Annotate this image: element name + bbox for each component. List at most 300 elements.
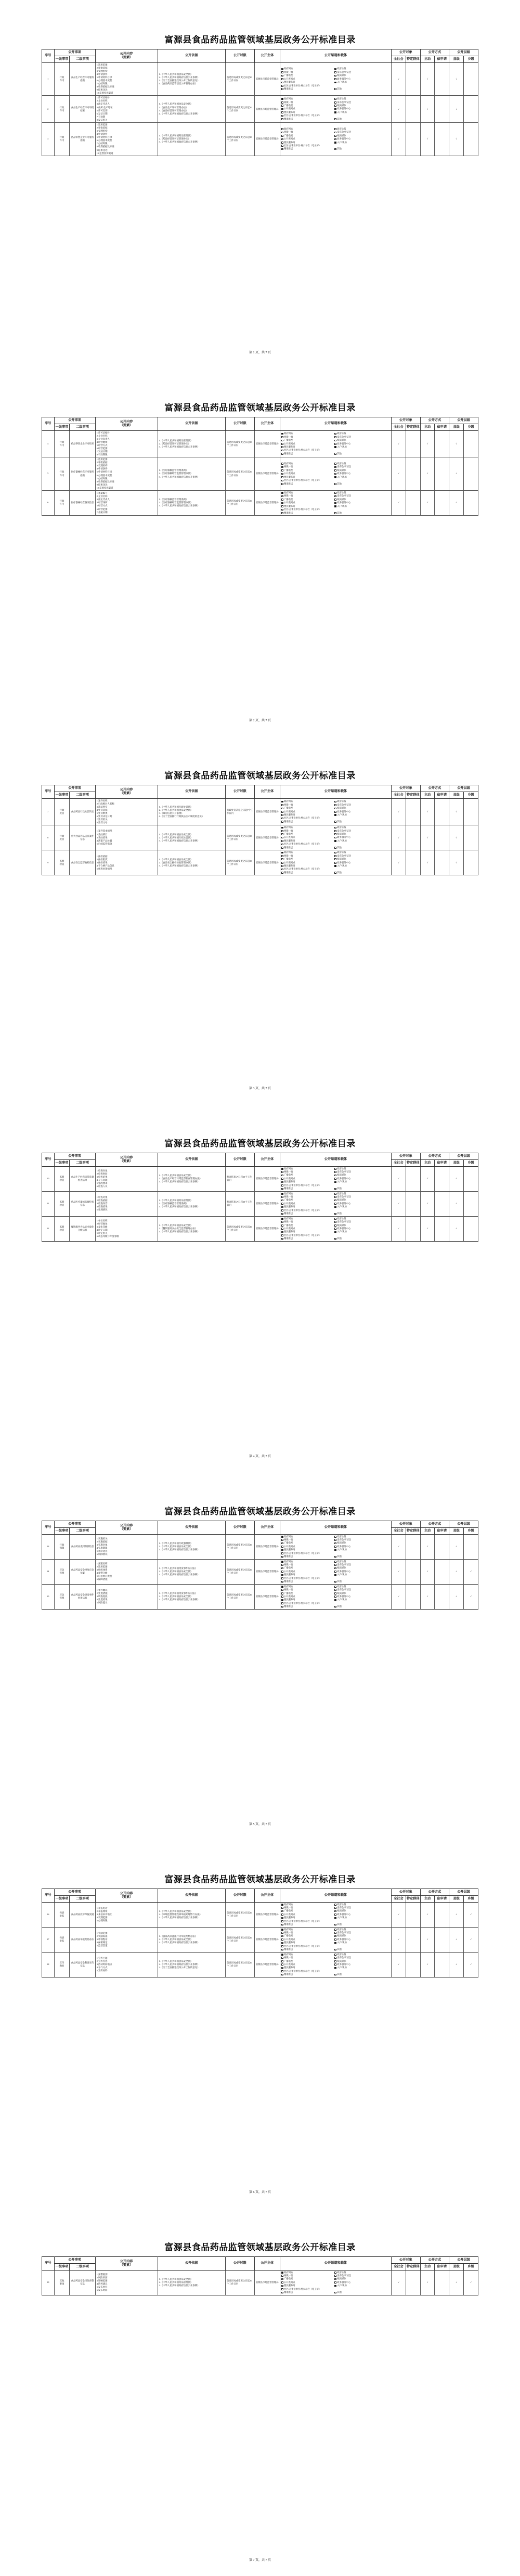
checkbox-icon[interactable]: [334, 128, 336, 130]
cell-audience-all[interactable]: √: [391, 850, 406, 875]
cell-level-county[interactable]: √: [449, 1902, 464, 1927]
checkbox-icon[interactable]: [334, 1193, 336, 1195]
channel-option[interactable]: [281, 87, 333, 91]
checkbox-icon[interactable]: [281, 450, 283, 452]
checkbox-icon[interactable]: [281, 814, 283, 816]
checkbox-icon[interactable]: [334, 1213, 336, 1215]
cell-method-active[interactable]: √: [420, 825, 435, 850]
cell-method-request[interactable]: [435, 2270, 449, 2295]
cell-level-town[interactable]: [464, 1191, 478, 1216]
channel-option[interactable]: [334, 482, 386, 486]
checkbox-icon[interactable]: [281, 1942, 283, 1944]
checkbox-icon[interactable]: [334, 862, 336, 864]
cell-level-town[interactable]: √: [464, 1952, 478, 1977]
checkbox-icon[interactable]: [334, 105, 336, 107]
cell-audience-specific[interactable]: [406, 2270, 420, 2295]
checkbox-icon[interactable]: [334, 804, 336, 806]
checkbox-icon[interactable]: [334, 814, 336, 816]
cell-level-town[interactable]: [464, 457, 478, 491]
cell-method-active[interactable]: √: [420, 457, 435, 491]
channel-option[interactable]: [281, 1555, 333, 1558]
checkbox-icon[interactable]: [281, 852, 283, 854]
channel-option[interactable]: [334, 512, 386, 515]
checkbox-icon[interactable]: [334, 446, 336, 448]
checkbox-icon[interactable]: [281, 505, 283, 507]
channel-option[interactable]: [334, 1187, 386, 1190]
cell-level-county[interactable]: √: [449, 62, 464, 96]
checkbox-icon[interactable]: [334, 1939, 336, 1941]
checkbox-icon[interactable]: [281, 1539, 283, 1541]
channel-option[interactable]: [281, 1948, 333, 1951]
checkbox-icon[interactable]: [334, 512, 336, 514]
checkbox-icon[interactable]: [281, 1945, 283, 1947]
cell-audience-all[interactable]: √: [391, 825, 406, 850]
checkbox-icon[interactable]: [334, 1218, 336, 1220]
channel-option[interactable]: [281, 846, 333, 849]
checkbox-icon[interactable]: [334, 78, 336, 80]
checkbox-icon[interactable]: [334, 492, 336, 494]
cell-audience-all[interactable]: √: [391, 1534, 406, 1559]
cell-level-county[interactable]: √: [449, 1166, 464, 1191]
channel-option[interactable]: [334, 1973, 386, 1976]
checkbox-icon[interactable]: [281, 804, 283, 806]
checkbox-icon[interactable]: [281, 512, 283, 514]
channel-option[interactable]: [281, 512, 333, 515]
cell-level-town[interactable]: [464, 1216, 478, 1241]
channel-option[interactable]: [334, 2291, 386, 2294]
cell-method-active[interactable]: √: [420, 1216, 435, 1241]
cell-level-county[interactable]: √: [449, 1952, 464, 1977]
checkbox-icon[interactable]: [281, 1954, 283, 1956]
checkbox-icon[interactable]: [334, 1564, 336, 1566]
cell-audience-all[interactable]: √: [391, 96, 406, 123]
checkbox-icon[interactable]: [281, 145, 283, 147]
checkbox-icon[interactable]: [281, 1168, 283, 1170]
cell-method-active[interactable]: √: [420, 1166, 435, 1191]
channel-option[interactable]: [334, 118, 386, 121]
checkbox-icon[interactable]: [281, 1209, 283, 1212]
cell-method-request[interactable]: [435, 1216, 449, 1241]
checkbox-icon[interactable]: [334, 499, 336, 501]
checkbox-icon[interactable]: [281, 138, 283, 141]
cell-method-active[interactable]: √: [420, 1927, 435, 1952]
checkbox-icon[interactable]: [334, 1539, 336, 1541]
checkbox-icon[interactable]: [334, 502, 336, 504]
checkbox-icon[interactable]: [334, 808, 336, 810]
checkbox-icon[interactable]: [281, 1920, 283, 1922]
cell-level-town[interactable]: [464, 1166, 478, 1191]
checkbox-icon[interactable]: [281, 840, 283, 842]
cell-level-county[interactable]: √: [449, 1216, 464, 1241]
cell-level-town[interactable]: [464, 850, 478, 875]
cell-level-county[interactable]: √: [449, 1927, 464, 1952]
checkbox-icon[interactable]: [281, 1935, 283, 1937]
channel-option[interactable]: [281, 1973, 333, 1976]
cell-audience-all[interactable]: √: [391, 1216, 406, 1241]
checkbox-icon[interactable]: [334, 1196, 336, 1198]
checkbox-icon[interactable]: [334, 1561, 336, 1563]
checkbox-icon[interactable]: [281, 1171, 283, 1173]
checkbox-icon[interactable]: [281, 818, 283, 820]
checkbox-icon[interactable]: [334, 830, 336, 832]
checkbox-icon[interactable]: [334, 505, 336, 507]
checkbox-icon[interactable]: [281, 2278, 283, 2280]
cell-audience-specific[interactable]: [406, 1216, 420, 1241]
checkbox-icon[interactable]: [281, 135, 283, 137]
cell-method-request[interactable]: [435, 457, 449, 491]
checkbox-icon[interactable]: [334, 469, 336, 471]
channel-option[interactable]: [281, 1187, 333, 1190]
checkbox-icon[interactable]: [334, 75, 336, 77]
checkbox-icon[interactable]: [281, 1200, 283, 1202]
checkbox-icon[interactable]: [281, 1549, 283, 1551]
checkbox-icon[interactable]: [281, 1221, 283, 1223]
cell-audience-specific[interactable]: [406, 62, 420, 96]
cell-method-request[interactable]: [435, 1952, 449, 1977]
checkbox-icon[interactable]: [281, 2272, 283, 2274]
checkbox-icon[interactable]: [281, 1203, 283, 1205]
checkbox-icon[interactable]: [334, 833, 336, 835]
cell-audience-all[interactable]: √: [391, 1952, 406, 1977]
checkbox-icon[interactable]: [334, 1599, 336, 1601]
checkbox-icon[interactable]: [334, 453, 336, 455]
checkbox-icon[interactable]: [281, 837, 283, 839]
checkbox-icon[interactable]: [334, 135, 336, 137]
checkbox-icon[interactable]: [281, 833, 283, 835]
checkbox-icon[interactable]: [281, 78, 283, 80]
cell-method-request[interactable]: [435, 490, 449, 515]
checkbox-icon[interactable]: [281, 1939, 283, 1941]
checkbox-icon[interactable]: [281, 473, 283, 475]
checkbox-icon[interactable]: [281, 1904, 283, 1906]
checkbox-icon[interactable]: [281, 869, 283, 871]
checkbox-icon[interactable]: [281, 1556, 283, 1558]
checkbox-icon[interactable]: [281, 1542, 283, 1545]
checkbox-icon[interactable]: [281, 1228, 283, 1230]
checkbox-icon[interactable]: [281, 85, 283, 87]
channel-option[interactable]: [281, 871, 333, 874]
checkbox-icon[interactable]: [281, 502, 283, 504]
checkbox-icon[interactable]: [281, 2285, 283, 2287]
cell-audience-all[interactable]: √: [391, 1584, 406, 1609]
checkbox-icon[interactable]: [281, 98, 283, 100]
checkbox-icon[interactable]: [334, 1581, 336, 1583]
checkbox-icon[interactable]: [334, 1221, 336, 1223]
channel-option[interactable]: [281, 482, 333, 486]
cell-method-active[interactable]: √: [420, 798, 435, 825]
cell-level-county[interactable]: √: [449, 1584, 464, 1609]
cell-level-town[interactable]: √: [464, 2270, 478, 2295]
checkbox-icon[interactable]: [334, 1206, 336, 1208]
checkbox-icon[interactable]: [281, 108, 283, 110]
channel-option[interactable]: [281, 118, 333, 121]
checkbox-icon[interactable]: [334, 827, 336, 829]
checkbox-icon[interactable]: [281, 1907, 283, 1909]
cell-level-town[interactable]: [464, 62, 478, 96]
cell-method-active[interactable]: √: [420, 96, 435, 123]
checkbox-icon[interactable]: [334, 440, 336, 442]
cell-method-active[interactable]: √: [420, 122, 435, 156]
checkbox-icon[interactable]: [334, 1228, 336, 1230]
checkbox-icon[interactable]: [281, 1949, 283, 1951]
checkbox-icon[interactable]: [281, 480, 283, 482]
checkbox-icon[interactable]: [334, 1929, 336, 1931]
cell-audience-specific[interactable]: [406, 457, 420, 491]
checkbox-icon[interactable]: [281, 1567, 283, 1570]
cell-level-county[interactable]: √: [449, 490, 464, 515]
checkbox-icon[interactable]: [281, 830, 283, 832]
checkbox-icon[interactable]: [281, 1234, 283, 1236]
channel-option[interactable]: [281, 452, 333, 455]
cell-method-request[interactable]: [435, 1191, 449, 1216]
checkbox-icon[interactable]: [281, 1963, 283, 1966]
checkbox-icon[interactable]: [334, 88, 336, 90]
checkbox-icon[interactable]: [281, 1193, 283, 1195]
checkbox-icon[interactable]: [334, 1932, 336, 1934]
checkbox-icon[interactable]: [334, 840, 336, 842]
cell-method-request[interactable]: [435, 850, 449, 875]
cell-level-town[interactable]: [464, 798, 478, 825]
checkbox-icon[interactable]: [281, 75, 283, 77]
checkbox-icon[interactable]: [281, 801, 283, 803]
checkbox-icon[interactable]: [281, 453, 283, 455]
cell-level-town[interactable]: √: [464, 1902, 478, 1927]
checkbox-icon[interactable]: [334, 1942, 336, 1944]
checkbox-icon[interactable]: [281, 499, 283, 501]
channel-option[interactable]: [334, 1212, 386, 1215]
checkbox-icon[interactable]: [334, 855, 336, 857]
checkbox-icon[interactable]: [281, 1586, 283, 1588]
checkbox-icon[interactable]: [281, 811, 283, 813]
checkbox-icon[interactable]: [281, 1606, 283, 1608]
checkbox-icon[interactable]: [334, 1606, 336, 1608]
checkbox-icon[interactable]: [334, 1168, 336, 1170]
checkbox-icon[interactable]: [334, 852, 336, 854]
checkbox-icon[interactable]: [281, 132, 283, 134]
checkbox-icon[interactable]: [334, 71, 336, 73]
checkbox-icon[interactable]: [334, 1178, 336, 1180]
checkbox-icon[interactable]: [281, 827, 283, 829]
checkbox-icon[interactable]: [281, 808, 283, 810]
checkbox-icon[interactable]: [281, 1574, 283, 1576]
cell-level-town[interactable]: [464, 96, 478, 123]
checkbox-icon[interactable]: [334, 1571, 336, 1573]
checkbox-icon[interactable]: [281, 495, 283, 498]
cell-audience-specific[interactable]: [406, 96, 420, 123]
channel-option[interactable]: [281, 1212, 333, 1215]
checkbox-icon[interactable]: [281, 1184, 283, 1187]
checkbox-icon[interactable]: [281, 2288, 283, 2290]
checkbox-icon[interactable]: [334, 1957, 336, 1959]
checkbox-icon[interactable]: [334, 1238, 336, 1240]
cell-audience-specific[interactable]: [406, 1534, 420, 1559]
cell-audience-all[interactable]: √: [391, 122, 406, 156]
checkbox-icon[interactable]: [281, 1561, 283, 1563]
cell-method-active[interactable]: √: [420, 430, 435, 457]
checkbox-icon[interactable]: [334, 2278, 336, 2280]
checkbox-icon[interactable]: [334, 132, 336, 134]
checkbox-icon[interactable]: [281, 118, 283, 120]
checkbox-icon[interactable]: [281, 1970, 283, 1972]
channel-option[interactable]: [281, 1923, 333, 1926]
checkbox-icon[interactable]: [281, 1929, 283, 1931]
checkbox-icon[interactable]: [281, 865, 283, 867]
checkbox-icon[interactable]: [334, 1924, 336, 1926]
checkbox-icon[interactable]: [334, 433, 336, 435]
checkbox-icon[interactable]: [334, 865, 336, 867]
checkbox-icon[interactable]: [334, 1549, 336, 1551]
checkbox-icon[interactable]: [281, 858, 283, 860]
cell-audience-specific[interactable]: [406, 1902, 420, 1927]
checkbox-icon[interactable]: [334, 847, 336, 849]
checkbox-icon[interactable]: [281, 1188, 283, 1190]
channel-option[interactable]: [334, 1555, 386, 1558]
checkbox-icon[interactable]: [281, 142, 283, 144]
cell-method-active[interactable]: √: [420, 1584, 435, 1609]
checkbox-icon[interactable]: [334, 2275, 336, 2277]
checkbox-icon[interactable]: [334, 68, 336, 70]
checkbox-icon[interactable]: [334, 148, 336, 150]
cell-level-county[interactable]: √: [449, 825, 464, 850]
cell-level-town[interactable]: [464, 1534, 478, 1559]
checkbox-icon[interactable]: [281, 509, 283, 511]
cell-level-county[interactable]: √: [449, 457, 464, 491]
checkbox-icon[interactable]: [281, 1564, 283, 1566]
cell-audience-all[interactable]: √: [391, 1927, 406, 1952]
cell-level-town[interactable]: [464, 825, 478, 850]
cell-level-town[interactable]: √: [464, 1927, 478, 1952]
checkbox-icon[interactable]: [281, 115, 283, 117]
checkbox-icon[interactable]: [281, 82, 283, 84]
checkbox-icon[interactable]: [334, 142, 336, 144]
checkbox-icon[interactable]: [334, 811, 336, 813]
checkbox-icon[interactable]: [334, 1935, 336, 1937]
cell-audience-all[interactable]: √: [391, 1166, 406, 1191]
checkbox-icon[interactable]: [281, 847, 283, 849]
cell-method-active[interactable]: √: [420, 2270, 435, 2295]
checkbox-icon[interactable]: [281, 1967, 283, 1969]
checkbox-icon[interactable]: [281, 128, 283, 130]
checkbox-icon[interactable]: [281, 1917, 283, 1919]
checkbox-icon[interactable]: [334, 98, 336, 100]
checkbox-icon[interactable]: [281, 148, 283, 150]
checkbox-icon[interactable]: [281, 440, 283, 442]
cell-audience-specific[interactable]: [406, 122, 420, 156]
checkbox-icon[interactable]: [334, 118, 336, 120]
checkbox-icon[interactable]: [334, 483, 336, 485]
channel-option[interactable]: [334, 452, 386, 455]
checkbox-icon[interactable]: [334, 2272, 336, 2274]
cell-method-request[interactable]: [435, 798, 449, 825]
checkbox-icon[interactable]: [281, 469, 283, 471]
checkbox-icon[interactable]: [334, 1974, 336, 1976]
checkbox-icon[interactable]: [334, 821, 336, 823]
cell-level-town[interactable]: [464, 490, 478, 515]
cell-audience-all[interactable]: √: [391, 457, 406, 491]
cell-level-county[interactable]: √: [449, 96, 464, 123]
checkbox-icon[interactable]: [281, 1957, 283, 1959]
checkbox-icon[interactable]: [281, 476, 283, 478]
channel-option[interactable]: [334, 1923, 386, 1926]
cell-method-active[interactable]: √: [420, 850, 435, 875]
checkbox-icon[interactable]: [334, 1914, 336, 1916]
cell-method-active[interactable]: √: [420, 490, 435, 515]
checkbox-icon[interactable]: [334, 1188, 336, 1190]
cell-audience-all[interactable]: √: [391, 430, 406, 457]
checkbox-icon[interactable]: [334, 858, 336, 860]
checkbox-icon[interactable]: [334, 111, 336, 113]
cell-method-request[interactable]: [435, 62, 449, 96]
checkbox-icon[interactable]: [281, 111, 283, 113]
checkbox-icon[interactable]: [281, 1238, 283, 1240]
checkbox-icon[interactable]: [334, 2292, 336, 2294]
checkbox-icon[interactable]: [281, 1932, 283, 1934]
channel-option[interactable]: [281, 1580, 333, 1583]
checkbox-icon[interactable]: [281, 872, 283, 874]
cell-method-request[interactable]: [435, 1927, 449, 1952]
checkbox-icon[interactable]: [334, 1567, 336, 1570]
checkbox-icon[interactable]: [334, 1181, 336, 1183]
checkbox-icon[interactable]: [334, 1225, 336, 1227]
channel-option[interactable]: [334, 1605, 386, 1608]
cell-level-town[interactable]: [464, 430, 478, 457]
checkbox-icon[interactable]: [334, 1596, 336, 1598]
checkbox-icon[interactable]: [334, 495, 336, 498]
cell-level-county[interactable]: √: [449, 122, 464, 156]
checkbox-icon[interactable]: [281, 1546, 283, 1548]
checkbox-icon[interactable]: [281, 68, 283, 70]
cell-audience-all[interactable]: √: [391, 2270, 406, 2295]
checkbox-icon[interactable]: [334, 1592, 336, 1595]
checkbox-icon[interactable]: [334, 436, 336, 438]
cell-audience-all[interactable]: √: [391, 490, 406, 515]
checkbox-icon[interactable]: [334, 1556, 336, 1558]
channel-option[interactable]: [281, 1237, 333, 1240]
checkbox-icon[interactable]: [281, 436, 283, 438]
checkbox-icon[interactable]: [281, 855, 283, 857]
checkbox-icon[interactable]: [334, 1200, 336, 1202]
cell-method-request[interactable]: [435, 96, 449, 123]
cell-level-county[interactable]: √: [449, 1191, 464, 1216]
channel-option[interactable]: [334, 1948, 386, 1951]
cell-level-county[interactable]: √: [449, 430, 464, 457]
cell-method-active[interactable]: √: [420, 1952, 435, 1977]
checkbox-icon[interactable]: [334, 443, 336, 445]
checkbox-icon[interactable]: [281, 1178, 283, 1180]
checkbox-icon[interactable]: [334, 1907, 336, 1909]
cell-audience-specific[interactable]: [406, 430, 420, 457]
checkbox-icon[interactable]: [334, 1967, 336, 1969]
checkbox-icon[interactable]: [334, 1574, 336, 1576]
cell-level-county[interactable]: √: [449, 2270, 464, 2295]
checkbox-icon[interactable]: [281, 463, 283, 465]
channel-option[interactable]: [334, 1237, 386, 1240]
checkbox-icon[interactable]: [281, 1213, 283, 1215]
checkbox-icon[interactable]: [281, 1552, 283, 1554]
cell-level-town[interactable]: √: [464, 1584, 478, 1609]
checkbox-icon[interactable]: [281, 1960, 283, 1962]
channel-option[interactable]: [281, 820, 333, 823]
checkbox-icon[interactable]: [334, 466, 336, 468]
cell-audience-all[interactable]: √: [391, 1559, 406, 1584]
cell-method-request[interactable]: [435, 122, 449, 156]
checkbox-icon[interactable]: [281, 1914, 283, 1916]
checkbox-icon[interactable]: [281, 1231, 283, 1233]
checkbox-icon[interactable]: [281, 1181, 283, 1183]
channel-option[interactable]: [281, 2291, 333, 2294]
checkbox-icon[interactable]: [281, 1225, 283, 1227]
checkbox-icon[interactable]: [281, 101, 283, 104]
